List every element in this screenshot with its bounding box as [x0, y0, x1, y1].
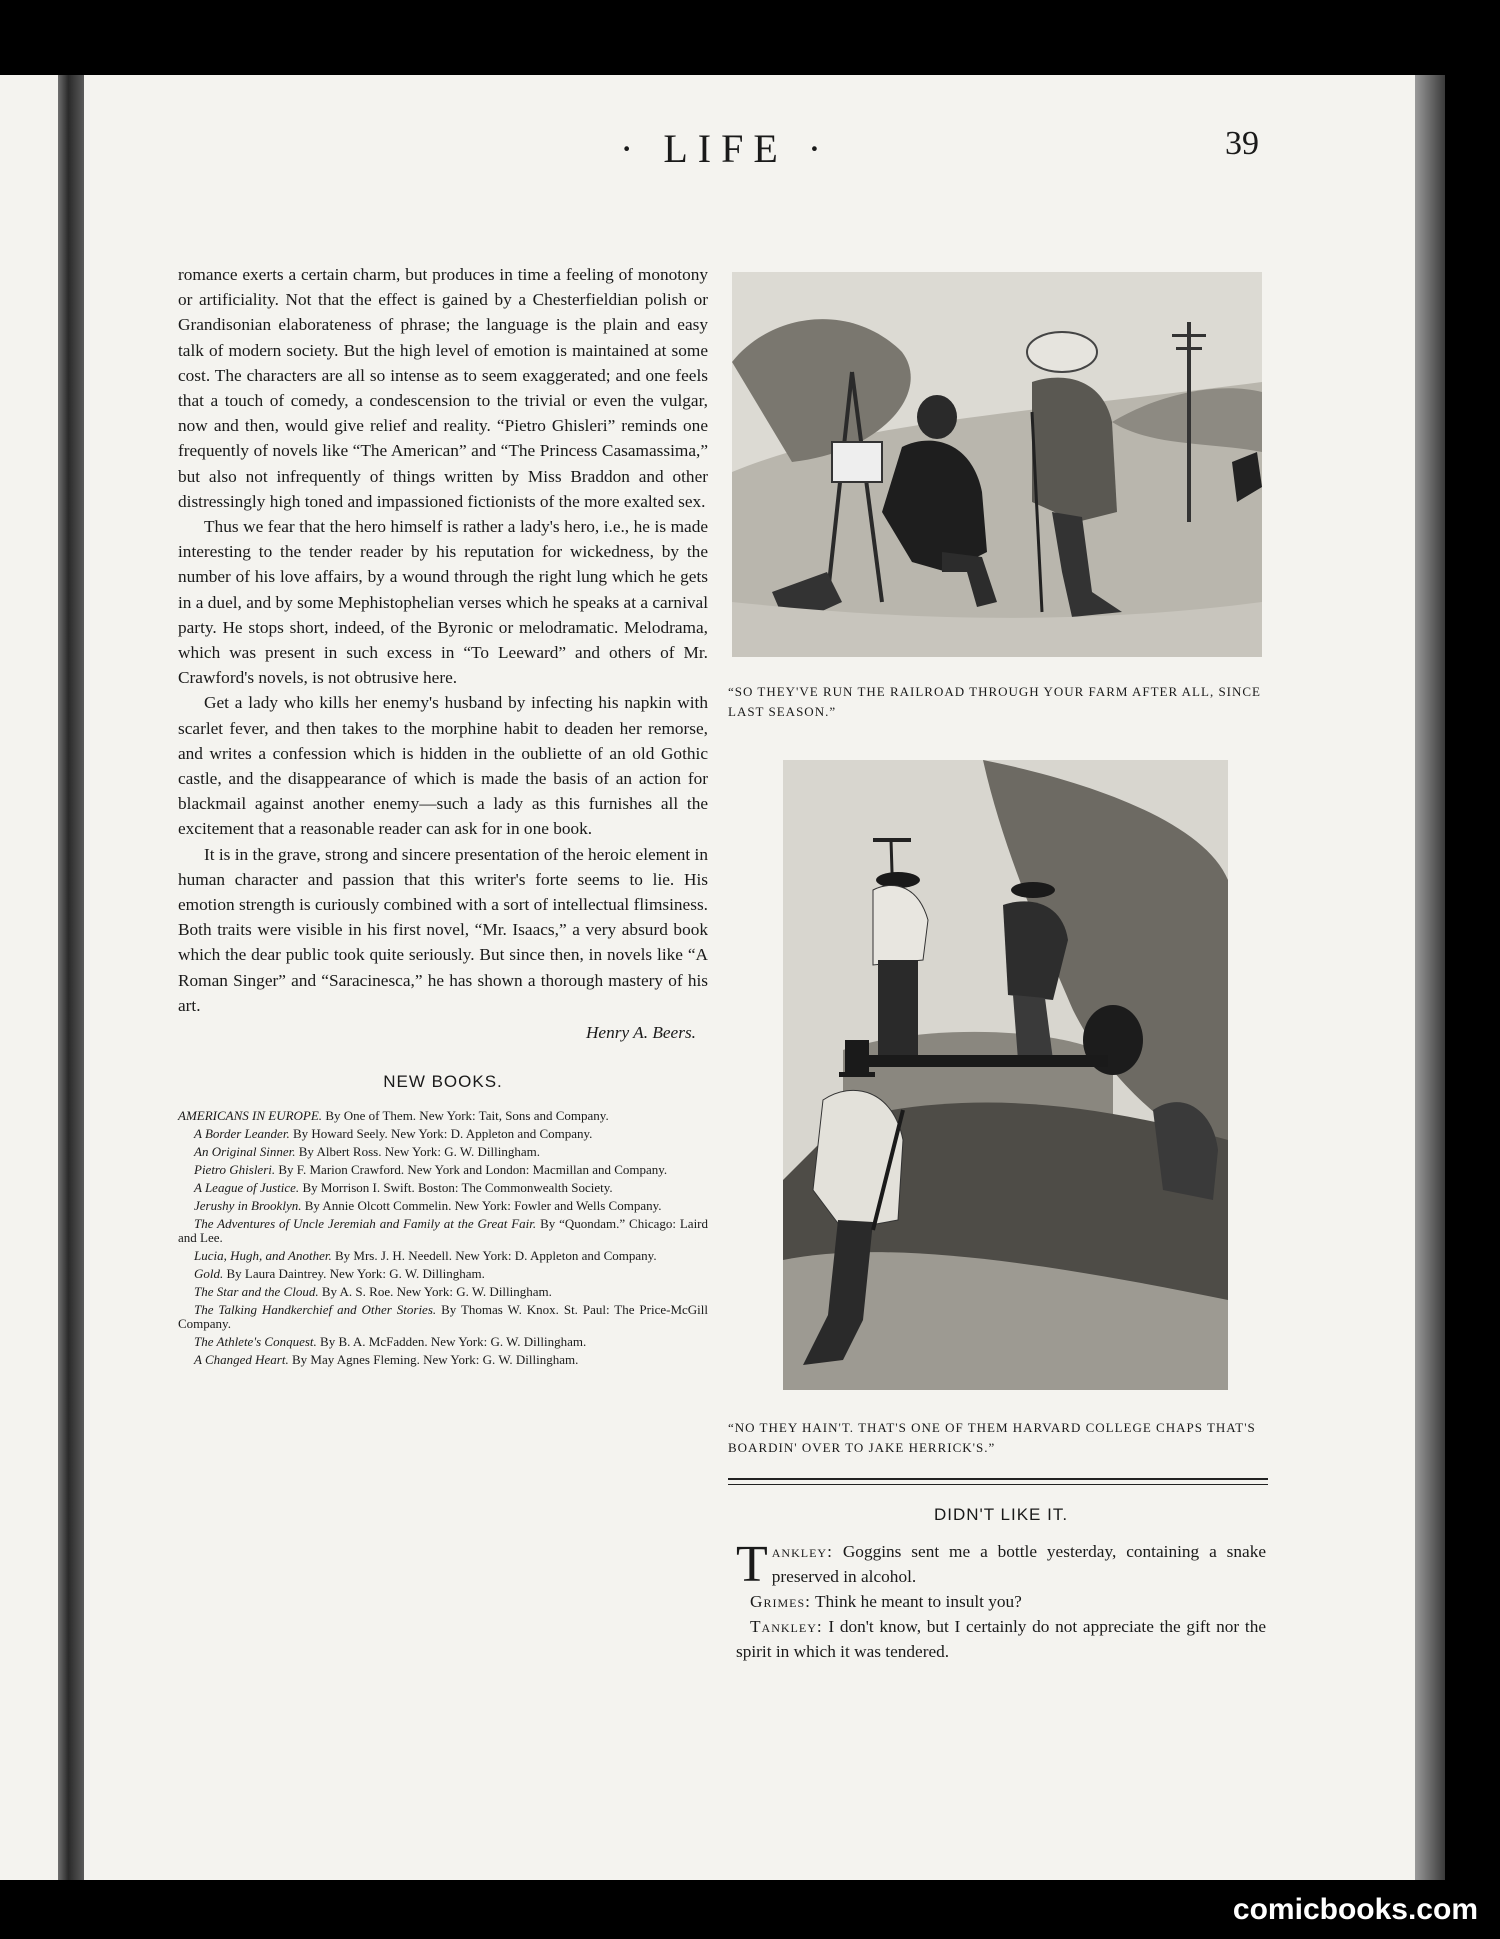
book-title: A League of Justice.	[194, 1179, 300, 1195]
book-details: By May Agnes Fleming. New York: G. W. Dillingham.	[291, 1351, 579, 1367]
story-didnt-like-it	[736, 1502, 1266, 1664]
book-title: The Talking Handkerchief and Other Stories.	[194, 1301, 437, 1317]
page-number: 39	[1225, 125, 1259, 162]
new-books-heading: NEW BOOKS.	[383, 1072, 503, 1092]
story-heading: DIDN'T LIKE IT.	[933, 1505, 1069, 1524]
book-details: By Mrs. J. H. Needell. New York: D. Appleton and Company.	[334, 1247, 657, 1263]
review-signature: Henry A. Beers.	[585, 1023, 696, 1043]
book-entry	[178, 1285, 708, 1299]
book-details: By B. A. McFadden. New York: G. W. Dillingham.	[320, 1333, 587, 1349]
book-title: A Border Leander.	[194, 1125, 290, 1141]
book-details: By Howard Seely. New York: D. Appleton and Company.	[292, 1125, 593, 1141]
speaker: Tankley:	[750, 1617, 823, 1636]
illustration-harvard-surveyor	[783, 760, 1228, 1390]
book-title: AMERICANS IN EUROPE.	[178, 1107, 323, 1123]
book-title: An Original Sinner.	[194, 1143, 296, 1159]
page-spine	[58, 75, 84, 1880]
book-entry	[178, 1335, 708, 1349]
bottom-illustration-caption: “NO THEY HAIN'T. THAT'S ONE OF THEM HARVARD COLLEGE CHAPS THAT'S BOARDIN' OVER TO JAKE HERRICK'S.”	[728, 1420, 1256, 1455]
book-details: By F. Marion Crawford. New York and London: Macmillan and Company.	[278, 1161, 668, 1177]
speaker: ankley:	[771, 1542, 833, 1561]
book-entry	[178, 1303, 708, 1331]
book-title: The Adventures of Uncle Jeremiah and Family at the Great Fair.	[194, 1215, 537, 1231]
book-title: Gold.	[194, 1265, 224, 1281]
page-edge	[1415, 75, 1445, 1880]
book-entry	[178, 1249, 708, 1263]
illustration-painter-and-farmer	[732, 272, 1262, 657]
dialogue: Think he meant to insult you?	[814, 1592, 1022, 1611]
left-column	[178, 262, 708, 1371]
book-details: By One of Them. New York: Tait, Sons and Company.	[325, 1107, 609, 1123]
book-title: Jerushy in Brooklyn.	[194, 1197, 302, 1213]
top-illustration-caption: “SO THEY'VE RUN THE RAILROAD THROUGH YOUR FARM AFTER ALL, SINCE LAST SEASON.”	[728, 684, 1261, 719]
book-entry	[178, 1353, 708, 1367]
book-entry	[178, 1127, 708, 1141]
drop-cap: T	[736, 1536, 768, 1593]
book-entry	[178, 1199, 708, 1213]
book-details: By Thomas W. Knox. St. Paul: The Price-McGill Company.	[178, 1301, 709, 1331]
dialogue: I don't know, but I certainly do not appreciate the gift nor the spirit in which it was tendered.	[736, 1617, 1266, 1661]
book-title: Pietro Ghisleri.	[194, 1161, 276, 1177]
book-title: Lucia, Hugh, and Another.	[194, 1247, 332, 1263]
dialogue: Goggins sent me a bottle yesterday, containing a snake preserved in alcohol.	[771, 1542, 1267, 1586]
book-entry	[178, 1145, 708, 1159]
speaker: Grimes:	[750, 1592, 811, 1611]
review-paragraph: Thus we fear that the hero himself is rather a lady's hero, i.e., he is made interesting to the tender reader by his reputation for wickedness, by the number of his love affairs, by a wound through the right lung which he gets in a duel, and by some Mephistophelian verses which he speaks at a carnival party. He stops short, indeed, of the Byronic or melodramatic. Melodrama, which was present in such excess in “To Leeward” and others of Mr. Crawford's novels, is not obtrusive here.	[178, 517, 708, 688]
book-details: By “Quondam.” Chicago: Laird and Lee.	[178, 1215, 709, 1245]
book-details: By Laura Daintrey. New York: G. W. Dillingham.	[226, 1265, 485, 1281]
book-title: A Changed Heart.	[194, 1351, 289, 1367]
review-paragraph: It is in the grave, strong and sincere presentation of the heroic element in human character and passion that this writer's forte seems to lie. His emotion strength is curiously combined with a sort of intellectual flimsiness. Both traits were visible in his first novel, “Mr. Isaacs,” a very absurd book which the dear public took quite seriously. But since then, in novels like “A Roman Singer” and “Saracinesca,” he has shown a thorough mastery of his art.	[178, 844, 708, 1015]
site-watermark: comicbooks.com	[1232, 1893, 1478, 1926]
book-details: By A. S. Roe. New York: G. W. Dillingham.	[321, 1283, 552, 1299]
book-details: By Annie Olcott Commelin. New York: Fowler and Wells Company.	[304, 1197, 662, 1213]
masthead: · LIFE ·	[620, 126, 832, 171]
story-line	[736, 1536, 1267, 1593]
book-title: The Star and the Cloud.	[194, 1283, 319, 1299]
book-details: By Morrison I. Swift. Boston: The Commonwealth Society.	[302, 1179, 613, 1195]
book-entry	[178, 1267, 708, 1281]
book-entry	[178, 1181, 708, 1195]
story-line	[736, 1589, 1266, 1614]
book-details: By Albert Ross. New York: G. W. Dillingham.	[298, 1143, 540, 1159]
story-line	[736, 1614, 1266, 1664]
book-entry	[178, 1163, 708, 1177]
review-paragraph: romance exerts a certain charm, but produces in time a feeling of monotony or artificiality. Not that the effect is gained by a Chesterfieldian polish or Grandisonian elaborateness of phrase; the language is the plain and easy talk of modern society. But the high level of emotion is maintained at some cost. The characters are all so intense as to seem exaggerated; and one feels that a touch of comedy, a condescension to the trivial or even the vulgar, now and then, would give relief and reality. “Pietro Ghisleri” reminds one frequently of novels like “The American” and “The Princess Casamassima,” but also not infrequently of things written by Miss Braddon and other distressingly high toned and impassioned fictionists of the more exalted sex.	[178, 265, 708, 511]
book-entry	[178, 1217, 708, 1245]
review-paragraph: Get a lady who kills her enemy's husband by infecting his napkin with scarlet fever, and then takes to the morphine habit to deaden her remorse, and writes a confession which is hidden in the oubliette of an old Gothic castle, and the disappearance of which is made the basis of an action for blackmail against another enemy—such a lady as this furnishes all the excitement that a reasonable reader can ask for in one book.	[178, 693, 708, 839]
section-divider-thin	[728, 1484, 1268, 1485]
section-divider	[728, 1478, 1268, 1480]
book-entry	[178, 1109, 708, 1123]
book-title: The Athlete's Conquest.	[194, 1333, 317, 1349]
